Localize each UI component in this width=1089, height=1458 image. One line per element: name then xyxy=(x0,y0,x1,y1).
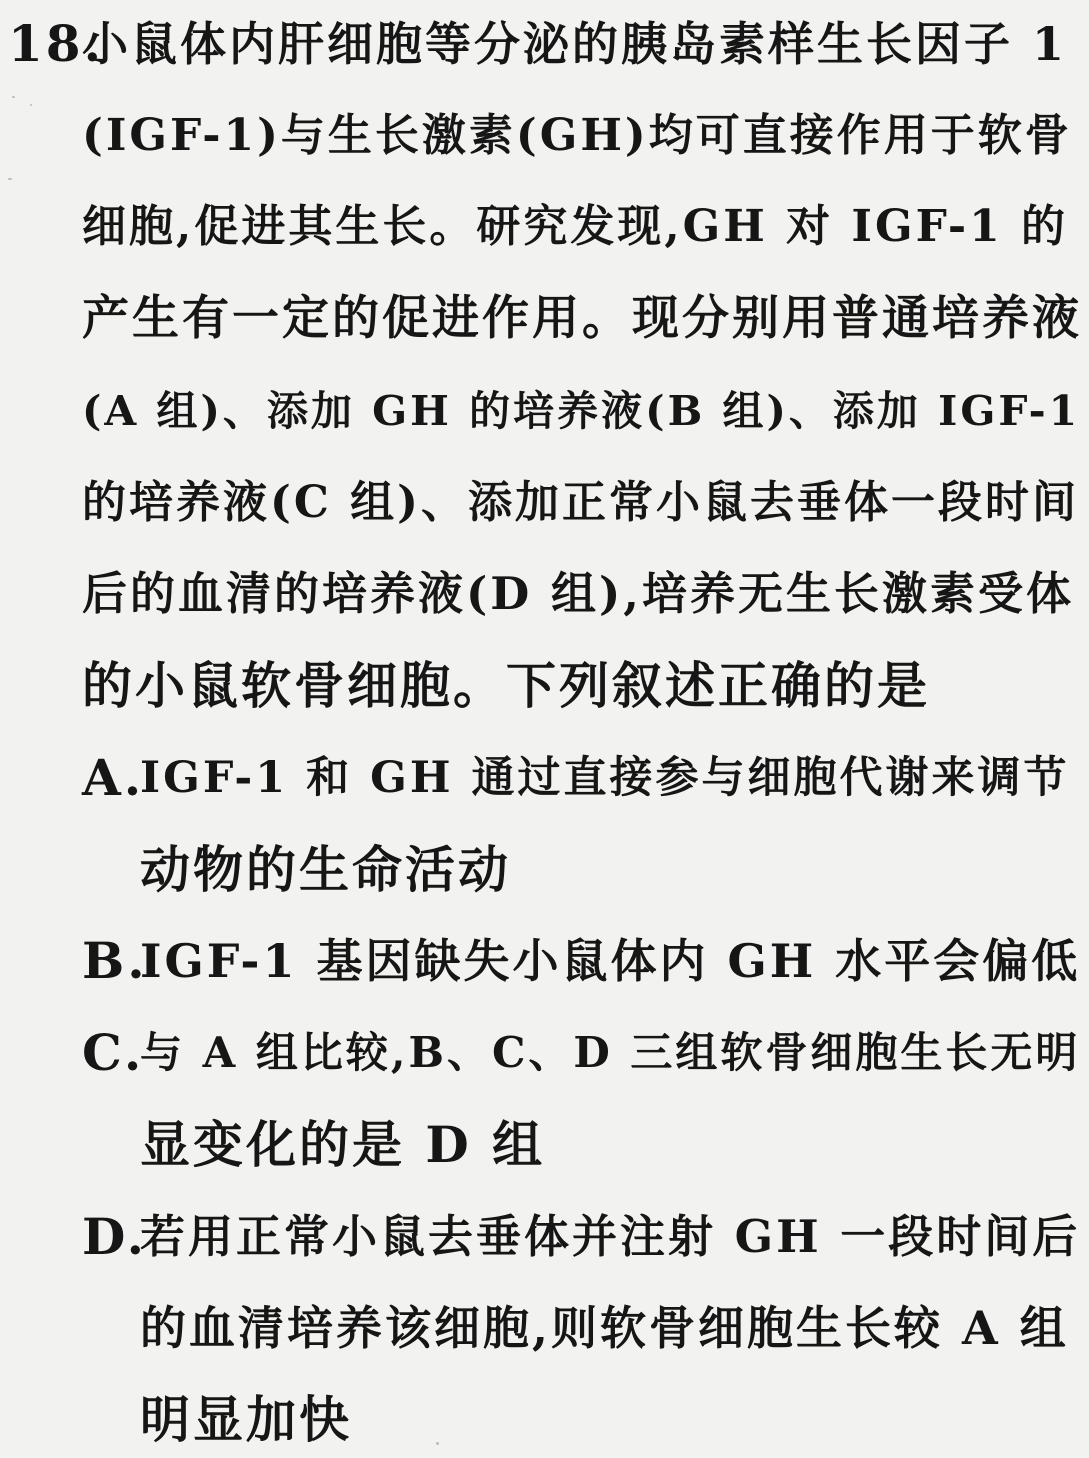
option-d-line-2: 的血清培养该细胞,则软骨细胞生长较 A 组 xyxy=(140,1301,1069,1355)
stem-line-8: 的小鼠软骨细胞。下列叙述正确的是 xyxy=(82,656,930,715)
stem-line-3: 细胞,促进其生长。研究发现,GH 对 IGF-1 的 xyxy=(82,201,1069,252)
question-number: 18. xyxy=(8,14,104,73)
option-c-line-1: 与 A 组比较,B、C、D 三组软骨细胞生长无明 xyxy=(140,1028,1081,1077)
option-d-line-1: 若用正常小鼠去垂体并注射 GH 一段时间后 xyxy=(140,1210,1081,1263)
option-b-label: B. xyxy=(82,931,148,990)
option-b-line-1: IGF-1 基因缺失小鼠体内 GH 水平会偏低 xyxy=(140,934,1081,988)
option-c-line-2: 显变化的是 D 组 xyxy=(140,1115,546,1174)
option-c-label: C. xyxy=(82,1023,145,1082)
scan-speck xyxy=(436,1442,439,1445)
scan-speck xyxy=(12,96,15,98)
option-d-label: D. xyxy=(82,1207,147,1266)
stem-line-6: 的培养液(C 组)、添加正常小鼠去垂体一段时间 xyxy=(82,477,1079,528)
scan-speck xyxy=(8,178,12,180)
option-a-line-2: 动物的生命活动 xyxy=(140,840,511,899)
stem-line-4: 产生有一定的促进作用。现分别用普通培养液 xyxy=(82,291,1082,346)
stem-line-2: (IGF-1)与生长激素(GH)均可直接作用于软骨 xyxy=(82,110,1072,161)
stem-line-5: (A 组)、添加 GH 的培养液(B 组)、添加 IGF-1 xyxy=(82,387,1081,435)
scan-speck xyxy=(30,104,32,106)
stem-line-1: 小鼠体内肝细胞等分泌的胰岛素样生长因子 1 xyxy=(82,17,1068,71)
option-a-line-1: IGF-1 和 GH 通过直接参与细胞代谢来调节 xyxy=(140,753,1070,803)
option-a-label: A. xyxy=(82,748,145,807)
option-d-line-3: 明显加快 xyxy=(140,1390,352,1449)
stem-line-7: 后的血清的培养液(D 组),培养无生长激素受体 xyxy=(82,567,1074,620)
